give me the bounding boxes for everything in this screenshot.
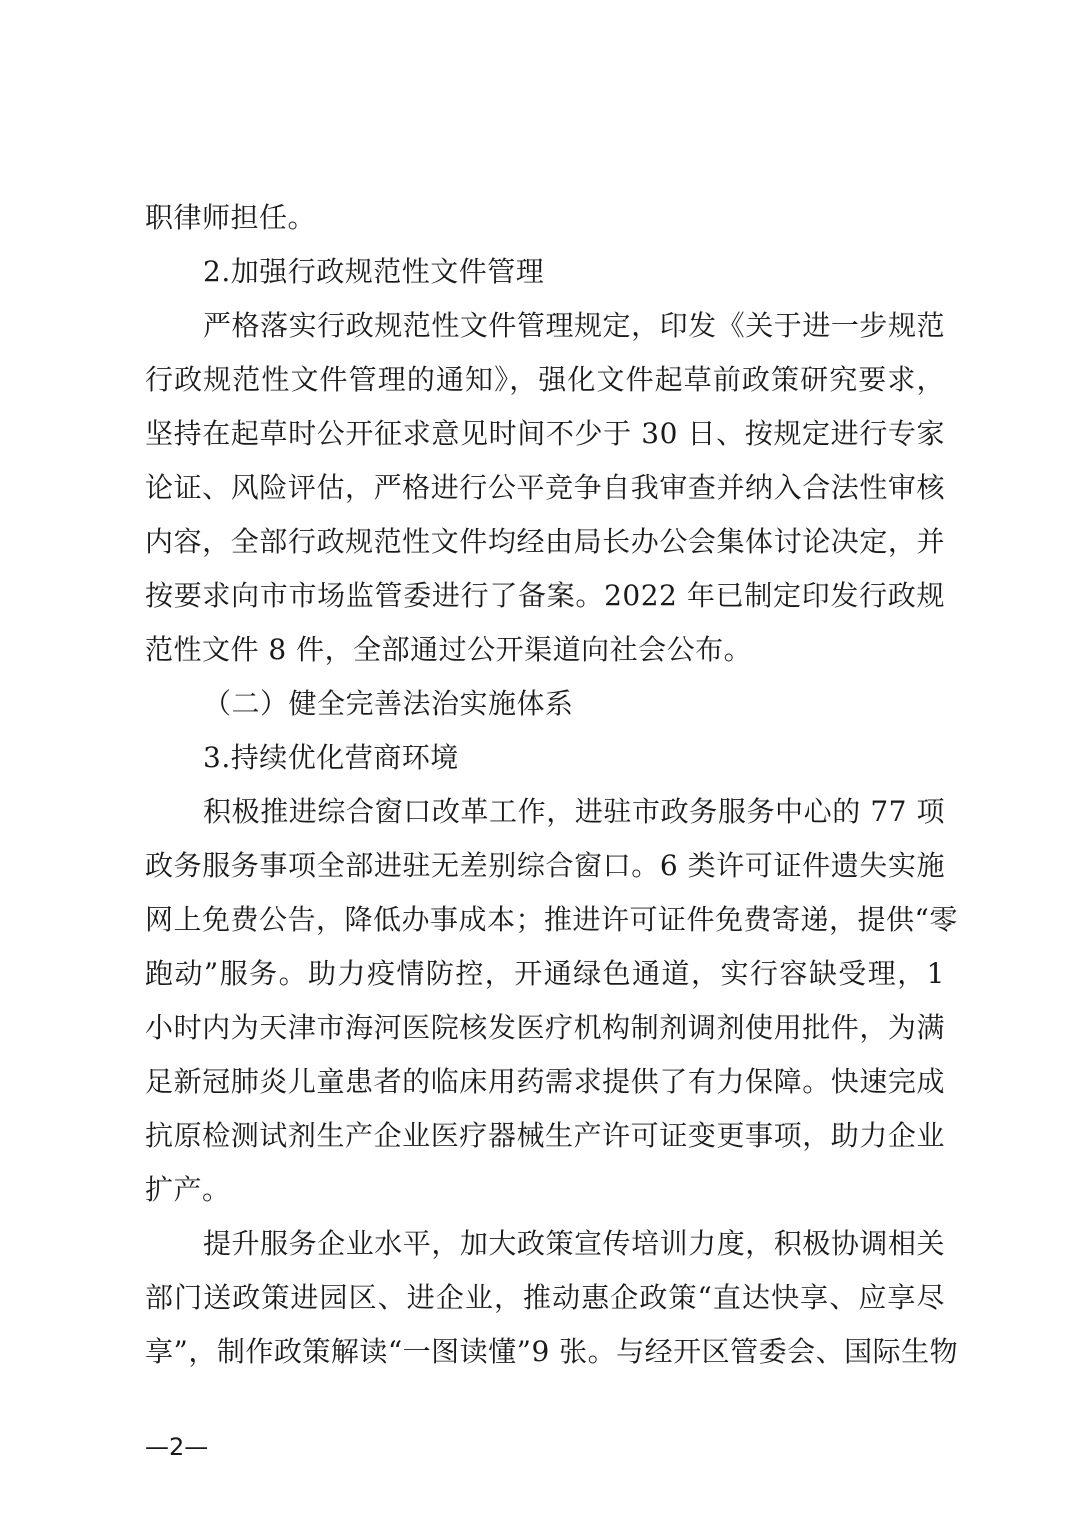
section-heading: （二）健全完善法治实施体系 xyxy=(203,687,574,720)
paragraph-line: 部门送政策进园区、进企业，推动惠企政策“直达快享、应享尽 xyxy=(145,1281,945,1314)
paragraph-line: 小时内为天津市海河医院核发医疗机构制剂调剂使用批件，为满 xyxy=(145,1011,945,1044)
subheading: 2.加强行政规范性文件管理 xyxy=(203,255,545,288)
paragraph-line: 内容，全部行政规范性文件均经由局长办公会集体讨论决定，并 xyxy=(145,525,945,558)
paragraph-line: 网上免费公告，降低办事成本；推进许可证件免费寄递，提供“零 xyxy=(145,903,958,936)
subheading: 3.持续优化营商环境 xyxy=(203,741,459,774)
paragraph-line: 坚持在起草时公开征求意见时间不少于 30 日、按规定进行专家 xyxy=(145,417,945,450)
paragraph-line: 扩产。 xyxy=(145,1173,231,1206)
paragraph-line: 职律师担任。 xyxy=(145,201,317,234)
paragraph-line: 足新冠肺炎儿童患者的临床用药需求提供了有力保障。快速完成 xyxy=(145,1065,945,1098)
paragraph-line: 行政规范性文件管理的通知》，强化文件起草前政策研究要求， xyxy=(145,363,945,396)
paragraph-line: 享”，制作政策解读“一图读懂”9 张。与经开区管委会、国际生物 xyxy=(145,1335,959,1368)
paragraph-line: 严格落实行政规范性文件管理规定，印发《关于进一步规范 xyxy=(203,309,945,342)
paragraph-line: 抗原检测试剂生产企业医疗器械生产许可证变更事项，助力企业 xyxy=(145,1119,945,1152)
page-number: —2— xyxy=(145,1433,209,1461)
paragraph-line: 跑动”服务。助力疫情防控，开通绿色通道，实行容缺受理，1 xyxy=(145,957,945,990)
paragraph-line: 政务服务事项全部进驻无差别综合窗口。6 类许可证件遗失实施 xyxy=(145,849,945,882)
paragraph-line: 范性文件 8 件，全部通过公开渠道向社会公布。 xyxy=(145,633,753,666)
paragraph-line: 按要求向市市场监管委进行了备案。2022 年已制定印发行政规 xyxy=(145,579,945,612)
paragraph-line: 积极推进综合窗口改革工作，进驻市政务服务中心的 77 项 xyxy=(203,795,945,828)
paragraph-line: 论证、风险评估，严格进行公平竞争自我审查并纳入合法性审核 xyxy=(145,471,945,504)
paragraph-line: 提升服务企业水平，加大政策宣传培训力度，积极协调相关 xyxy=(203,1227,945,1260)
